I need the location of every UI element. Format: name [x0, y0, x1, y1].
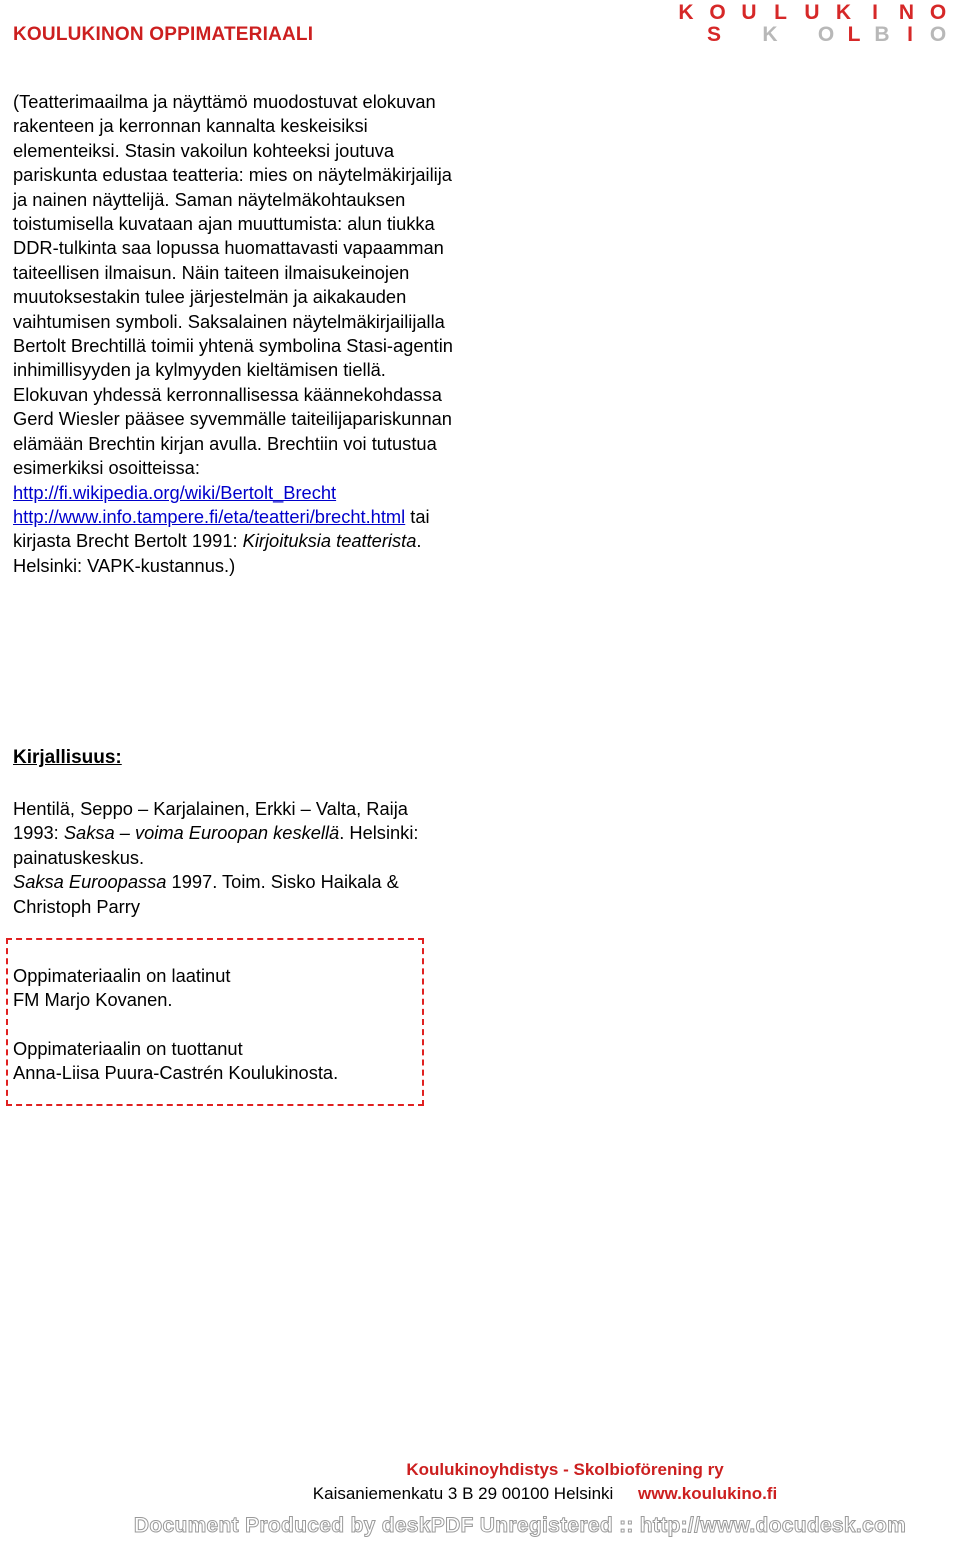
logo-letter: O [817, 23, 835, 46]
koulukino-logo [672, 2, 952, 46]
pdf-watermark: Document Produced by deskPDF Unregistered :: http://www.docudesk.com [133, 1514, 907, 1537]
book-title: Kirjoituksia teatterista [242, 530, 417, 552]
book-tail: . Helsinki: VAPK-kustannus.) [13, 530, 422, 576]
after-links-text: tai kirjasta Brecht Bertolt 1991: [13, 505, 430, 552]
reference-item: Hentilä, Seppo – Karjalainen, Erkki – Valta, Raija 1993: Saksa – voima Euroopan keskellä. Helsinki: painatuskeskus. [13, 798, 419, 868]
paragraph-text: (Teatterimaailma ja näyttämö muodostuvat elokuvan rakenteen ja kerronnan kannalta keskeisiksi elementeiksi. Stasin vakoilun kohteeksi joutuva pariskunta edustaa teatteria: mies on näytelmäkirjailija ja nainen näyttelijä. Saman näytelmäkohtauksen toistumisella kuvataan ajan muuttumista: alun tiukka DDR-tulkinta saa lopussa huomattavasti vapaamman taiteellisen ilmaisun. Näin taiteen ilmaisukeinojen muutoksestakin tulee järjestelmän ja aikakauden vaihtumisen symboli. Saksalainen näytelmäkirjailijalla Bertolt Brechtillä toimii yhtenä symbolina Stasi-agentin inhimillisyyden ja kylmyyden kieltämisen tiellä. Elokuvan yhdessä kerronnallisessa käännekohdassa Gerd Wiesler pääsee syvemmälle taiteilijapariskunnan elämään Brechtin kirjan avulla. Brechtiin voi tutustua esimerkiksi osoitteissa: [13, 91, 453, 479]
credit-producer: Oppimateriaalin on tuottanut Anna-Liisa Puura-Castrén Koulukinosta. [13, 1038, 339, 1084]
logo-letter: K [835, 1, 852, 24]
logo-letter: I [872, 1, 878, 24]
link-tampere-brecht[interactable]: http://www.info.tampere.fi/eta/teatteri/brecht.html [13, 505, 406, 527]
logo-letter: B [874, 23, 890, 46]
reference-item: Saksa Euroopassa 1997. Toim. Sisko Haikala & Christoph Parry [13, 871, 399, 917]
literature-list [13, 797, 453, 919]
logo-letter: S [706, 23, 721, 46]
footer-address: Kaisaniemenkatu 3 B 29 00100 Helsinki [312, 1484, 614, 1503]
link-wikipedia-brecht[interactable]: http://fi.wikipedia.org/wiki/Bertolt_Brecht [13, 481, 337, 503]
logo-row-skolbio [672, 24, 952, 46]
logo-letter: L [847, 23, 861, 46]
footer-website[interactable]: www.koulukino.fi [638, 1484, 778, 1503]
logo-letter: U [741, 1, 757, 24]
logo-letter: L [774, 1, 787, 24]
literature-heading: Kirjallisuus: [13, 747, 122, 768]
logo-letter: O [929, 1, 947, 24]
footer-contact [0, 1484, 960, 1504]
logo-letter: I [907, 23, 913, 46]
header-title: KOULUKINON OPPIMATERIAALI [13, 24, 314, 45]
logo-letter: O [709, 1, 726, 24]
logo-letter: N [898, 1, 915, 24]
logo-letter: U [804, 1, 820, 24]
logo-letter: O [929, 23, 947, 46]
logo-row-koulukino [672, 2, 952, 24]
footer-organization: Koulukinoyhdistys - Skolbioförening ry [406, 1460, 724, 1479]
logo-letter: K [762, 23, 778, 46]
logo-letter: K [678, 1, 694, 24]
body-paragraph [13, 90, 453, 578]
credit-author: Oppimateriaalin on laatinut FM Marjo Kovanen. [13, 965, 231, 1011]
